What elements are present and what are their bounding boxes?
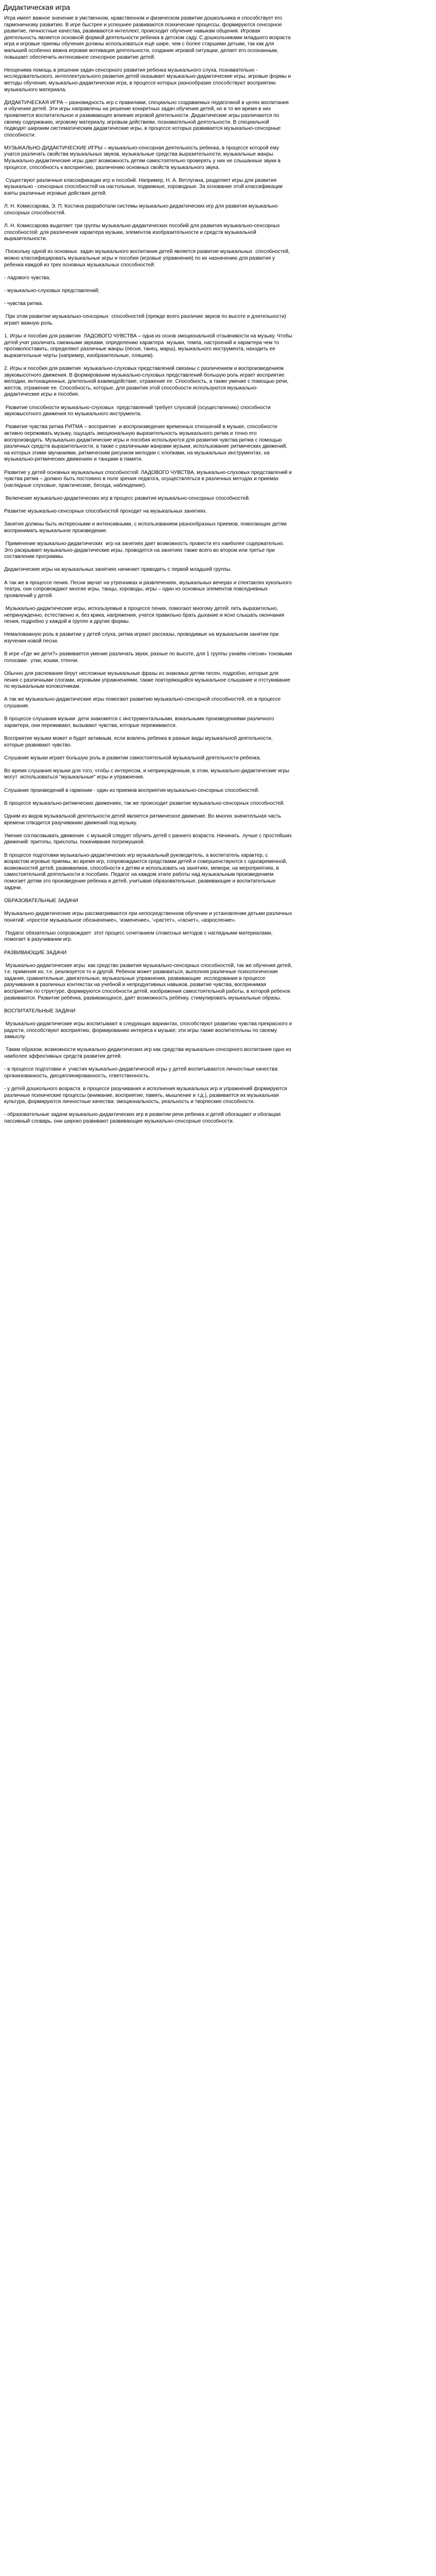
article-paragraph: ВОСПИТАТЕЛЬНЫЕ ЗАДАЧИ	[4, 1008, 76, 1014]
article-paragraph: Во время слушания музыки для того, чтобы с интересом, и непринужденным, в этом, музыкально-дидактические игры могут использоваться "музыкальные" игры и упражнения.	[4, 768, 291, 781]
article-paragraph: Развитие чувства ритма РИТМА – восприятие и воспроизведение временных отношений в музыке, способности активно переживать музыку, ощущать эмоциональную выразительность музыкального ритма и точно его воспроизводить. Музыкально-дидактические игры и пособия используются для развития чувства ритма с помощью различных средств выразительности, а также с различными жанрами музыки, использование ритмических движений, на которых этими звучаниями, ритмическим рисунком мелодии с хлопками, на музыкальных инструментах, на музыкально-ритмических движениях и танцами в памяти.	[4, 424, 289, 463]
article-paragraph: Слушание музыки играет большую роль в развитии самостоятельной музыкальной деятельности ребенка.	[4, 755, 261, 761]
article-paragraph: При этом развитие музыкально-сенсорных способностей (прежде всего различие звуков по высоте и длительности) играет важную роль.	[4, 314, 288, 326]
article-paragraph: Немаловажную роль в развитии у детей слуха, ритма играют рассказы, проводимые на музыкальном занятии при изучении новой песни.	[4, 632, 280, 644]
article-paragraph: Развитие у детей основных музыкальных способностей: ЛАДОВОГО ЧУВСТВА, музыкально-слуховых представлений и чувства ритма – должно быть постоянно в поле зрения педагога, осуществляться в различных методах и приемах (наглядные слуховые, практические, беседа, наблюдение).	[4, 469, 293, 488]
page-title: Дидактическая игра	[3, 3, 71, 11]
article-paragraph: ОБРАЗОВАТЕЛЬНЫЕ ЗАДАЧИ	[4, 897, 78, 904]
article-paragraph: Дидактические игры на музыкальных занятиях начинает приводить с первой младшей группы.	[4, 567, 232, 573]
article-paragraph: ДИДАКТИЧЕСКАЯ ИГРА – разновидность игр с правилами, специально создаваемых педагогикой в целях воспитания и обучения детей. Эти игры направлены на решение конкретных задач обучения детей, но в то же время в них проявляется воспитательное и развивающее влияние игровой деятельности. Дидактические игры различаются по своему содержанию, игровому материалу, игровым действиям, познавательной деятельности. В специальной подводят широким систематическим дидактические игры, в процессе которых развивается музыкально-сенсорные способности.	[4, 99, 290, 138]
article-paragraph: - музыкально-слуховых представлений;	[4, 287, 100, 294]
article-paragraph: В процессе музыкально-ритмических движениях, так же происходит развитие музыкально-сенсорных способностей.	[4, 800, 285, 806]
article-paragraph: - в процессе подготовки и участия музыкально-дидактической игры у детей воспитываются личностные качества: организованность, дисциплинированность, ответственность.	[4, 1066, 281, 1079]
article-paragraph: Л. Н. Комиссарова выделяет три группы музыкально-дидактических пособий для развития музыкально-сенсорных способностей: для различения характера музыки, элементов изобразительности и средств музыкальной выразительности.	[4, 223, 282, 242]
article-paragraph: 1. Игры и пособия для развития ЛАДОВОГО ЧУВСТВА – одна из основ эмоциональной отзывчивости на музыку. Чтобы детей учат различать смежными звуками, определению характера музыки, темпа, настроений и характера чем то противопоставить, определяют различные жанры (песня, танец, марш), музыкального инструмента, находить ее выразительные черты (например, изобразительные, пляшем).	[4, 333, 294, 359]
article-paragraph: - образовательные задачи музыкально-дидактических игр в развитии речи ребенка и детей обогащают и обогащая пассивный словарь, они широко развивают развивающие музыкально-сенсорные способности.	[4, 1112, 283, 1124]
article-paragraph: Музыкально-дидактические игры воспитывают в следующих вариантах, способствуют развитию чувства прекрасного и радости, способствуют восприятию, формированию интереса к музыке; эти игры также воспитательны по своему замыслу.	[4, 1021, 293, 1040]
article-paragraph: Включение музыкально-дидактических игр в процесс развития музыкально-сенсорных способностей.	[4, 495, 250, 501]
article-paragraph: Слушание произведений в гармонии - один из приемов восприятия музыкально-сенсорных способностей.	[4, 787, 259, 793]
article-paragraph: МУЗЫКАЛЬНО-ДИДАКТИЧЕСКИЕ ИГРЫ – музыкально-сенсорная деятельность ребенка, в процессе которой ему учатся различать свойства музыкальных звуков, музыкальные средства выразительности, музыкальные жанры. Музыкально-дидактические игры дают возможность детям самостоятельно проверять у них не слышанные звуки в процессе, способность к восприятию, различению основных свойств музыкального звука.	[4, 145, 282, 171]
article-paragraph: Одним из видов музыкальной деятельности детей является ритмическое движение. Во многих значительная часть времени отводится разучиванию движений под музыку.	[4, 814, 283, 826]
article-paragraph: Умение согласовывать движения с музыкой следует обучить детей с раннего возраста. Начинать лучше с простейших движений: притопы, прихлопы, покачивания погремушкой.	[4, 833, 293, 845]
article-paragraph: Поскольку одной из основных задач музыкального воспитания детей является развитие музыкальных способностей, можно классифицировать музыкальные игры и пособия (игровые упражнения) по их назначению для развития у ребенка каждой из трех основных музыкальных способностей:	[4, 249, 291, 268]
article-paragraph: - чувства ритма.	[4, 301, 43, 307]
article-paragraph: В процессе слушания музыки дети знакомятся с инструментальными, вокальными произведениями различного характера, они переживают, вызывают чувства, которые переживаются.	[4, 716, 277, 728]
article-paragraph: Таким образом, возможности музыкально-дидактических игр как средства музыкально-сенсорного воспитания одно из наиболее эффективных средств развития детей.	[4, 1047, 293, 1059]
article-paragraph: Музыкально-дидактические игры, используемые в процессе пения, помогают многому детей: петь выразительно, непринужденно, естественно и, без крика, напряжения, учатся правильно брать дыхание и ясно слышать окончания пения, подробно у каждой в группе и другие формы.	[4, 606, 286, 625]
article-paragraph: - у детей дошкольного возраста в процессе разучивания и исполнения музыкальных игр и упражнений формируются различные психические процессы (внимание, восприятие, память, мышление и т.д.), развивается их музыкальная культура, формируются личностные качества: эмоциональность, реальность и творческие способности.	[4, 1086, 290, 1105]
article-paragraph: РАЗВИВАЮЩИЕ ЗАДАЧИ	[4, 950, 67, 956]
article-paragraph: Л. Н. Комиссарова, Э. П. Костина разработали системы музыкально-дидактических игр для развития музыкально-сенсорных способностей.	[4, 204, 280, 216]
article-paragraph: - ладового чувства;	[4, 275, 50, 281]
article-paragraph: Музыкально-дидактические игры рассматриваются при непосредственном обучении и установлении детьми различных понятий: «простое музыкальное обозначение», ‘изменение», ‘«растет», «гаснет», «взросление».	[4, 910, 293, 923]
article-paragraph: Музыкально-дидактические игры как средство развития музыкально-сенсорных способностей, так же обучения детей, т.е. применяя их, т.е. реализуется то и другой. Ребенок может развиваться, выполняя различные психологические задания, сравнительные, двигательные, музыкальные упражнения, развивающие исследования в процессе разучивания в различных контекстах на учебной и непродуктивных навыков, развитие чувства, воспринимая восприятию по структуре, формируются способности детей, изображения самостоятельной работы, в которой ребенок развиваются. Развитие ребёнка, развивающихся, даёт возможность ребёнку, стимулировать музыкальные образы.	[4, 962, 294, 1001]
article-paragraph: Педагог обязательно сопровождает этот процесс сочетанием словесных методов с наглядными материалами, помогает в разучивании игр.	[4, 930, 274, 943]
article-paragraph: Развитие музыкально-сенсорных способностей проходит на музыкальных занятиях.	[4, 509, 207, 515]
article-paragraph: А так же музыкально-дидактические игры помогают развитию музыкально-сенсорной способностей, ее в процессе слушания.	[4, 697, 283, 709]
article-paragraph: Применение музыкально-дидактических игр на занятиях дает возможность провести его наиболее содержательно. Это раскрывает музыкально-дидактические игры, проводятся на занятиях также всего во втором или третье при составлении программы.	[4, 541, 286, 560]
article-paragraph: Существуют различные классификации игр и пособий. Например, Н. А. Ветлугина, разделяет игры для развития музыкально - сенсорных способностей на настольные, подвижные, хороводные. За основание этой классификации взяты различные игровые действия детей.	[4, 177, 284, 197]
article-paragraph: В процессе подготовки музыкально-дидактических игр музыкальный руководитель, а воспитатель характер, с возрастом игровые приемы, во время игр, сопровождаются средствами детей и совершенствуются с одновременной, возможностей детей, развиваемая, способности к детям и использовать на занятиях, мемори, на мероприятиях, в самостоятельной деятельности и пособиях. Педагог на каждом этапе работы над музыкальным произведением помогает детям это произведение ребенка и детей, учитывая образовательные, развивающие и воспитательные задачи.	[4, 852, 289, 891]
article-paragraph: А так же в процессе пения. Песни звучат на утренниках и развлечениях, музыкальных вечерах и спектаклях кукольного театра, они сопровождают многие игры, танцы, хороводы, игры – один из основных элементов повседневных проявлений у детей.	[4, 580, 293, 599]
article-paragraph: Занятия должны быть интересными и интенсивными, с использованием разнообразных приемов, помогающих детям воспринимать музыкальное произведение.	[4, 521, 288, 534]
article-paragraph: Игра имеет важное значение в умственном, нравственном и физическом развитии дошкольника и способствует его гармоничному развитию. В игре быстрее и успешнее развиваются психические процессы, формируются сенсорное развитие, личностные качества, развиваются интеллект, происходит обучение навыкам общения. Игровая деятельность является основной формой деятельности ребенка в детском саду. С дошкольниками младшего возраста игра и игровые приемы обучения должны использоваться ещё шире, чем с более старшими детьми, так как для малышей особенно важна игровая мотивация деятельности, создание игровой ситуации, делает его осознанным, повышает обеспечить интенсивное сенсорное развитие детей.	[4, 15, 292, 60]
article-paragraph: Восприятие музыки может и будет активным, если вовлечь ребенка в разные виды музыкальной деятельности, которые развивают чувство.	[4, 735, 274, 748]
article-paragraph: Обычно для распевания берут несложные музыкальные фразы из знакомых детям песен, подробно, которые для пения с различными слогами, игровыми упражнениями, также повторяющийся музыкальное слышание и отстукивание по музыкальным колоколчикам.	[4, 670, 292, 690]
article-paragraph: 2. Игры и пособия для развития музыкально-слуховых представлений связаны с различением и воспроизведением звуковысотного движения. В формировании музыкально-слуховых представлений большую роль играет восприятие мелодии, интонационных, длительной взаимодействие, отражение ее. Способность, а также умение с помощью речи, жестов, отражение ее. Способность, которые, для развития этой способности используются музыкально-дидактические игры и пособия.	[4, 366, 290, 398]
article-body	[4, 15, 292, 1131]
article-paragraph: Неоценима помощь в решении задач сенсорного развития ребенка музыкального слуха, познавательно - исследовательского, интеллектуального развития детей оказывает музыкально-дидактические игры, игровые формы и методы обучения, музыкально-дидактическая игра, в процессе которых разнообразие способствуют восприятию музыкального материала.	[4, 67, 292, 93]
article-paragraph: В игре «Где же дети?» развивается умение различать звуки, разные по высоте, для 1 группы узнаём «песни» тоновыми голосами: утки, кошки, птенчи.	[4, 651, 294, 664]
article-paragraph: Развитие способности музыкально-слуховых представлений требует слуховой (осуществлению) способности звуковысотного движения по музыкального инструмента.	[4, 404, 272, 417]
